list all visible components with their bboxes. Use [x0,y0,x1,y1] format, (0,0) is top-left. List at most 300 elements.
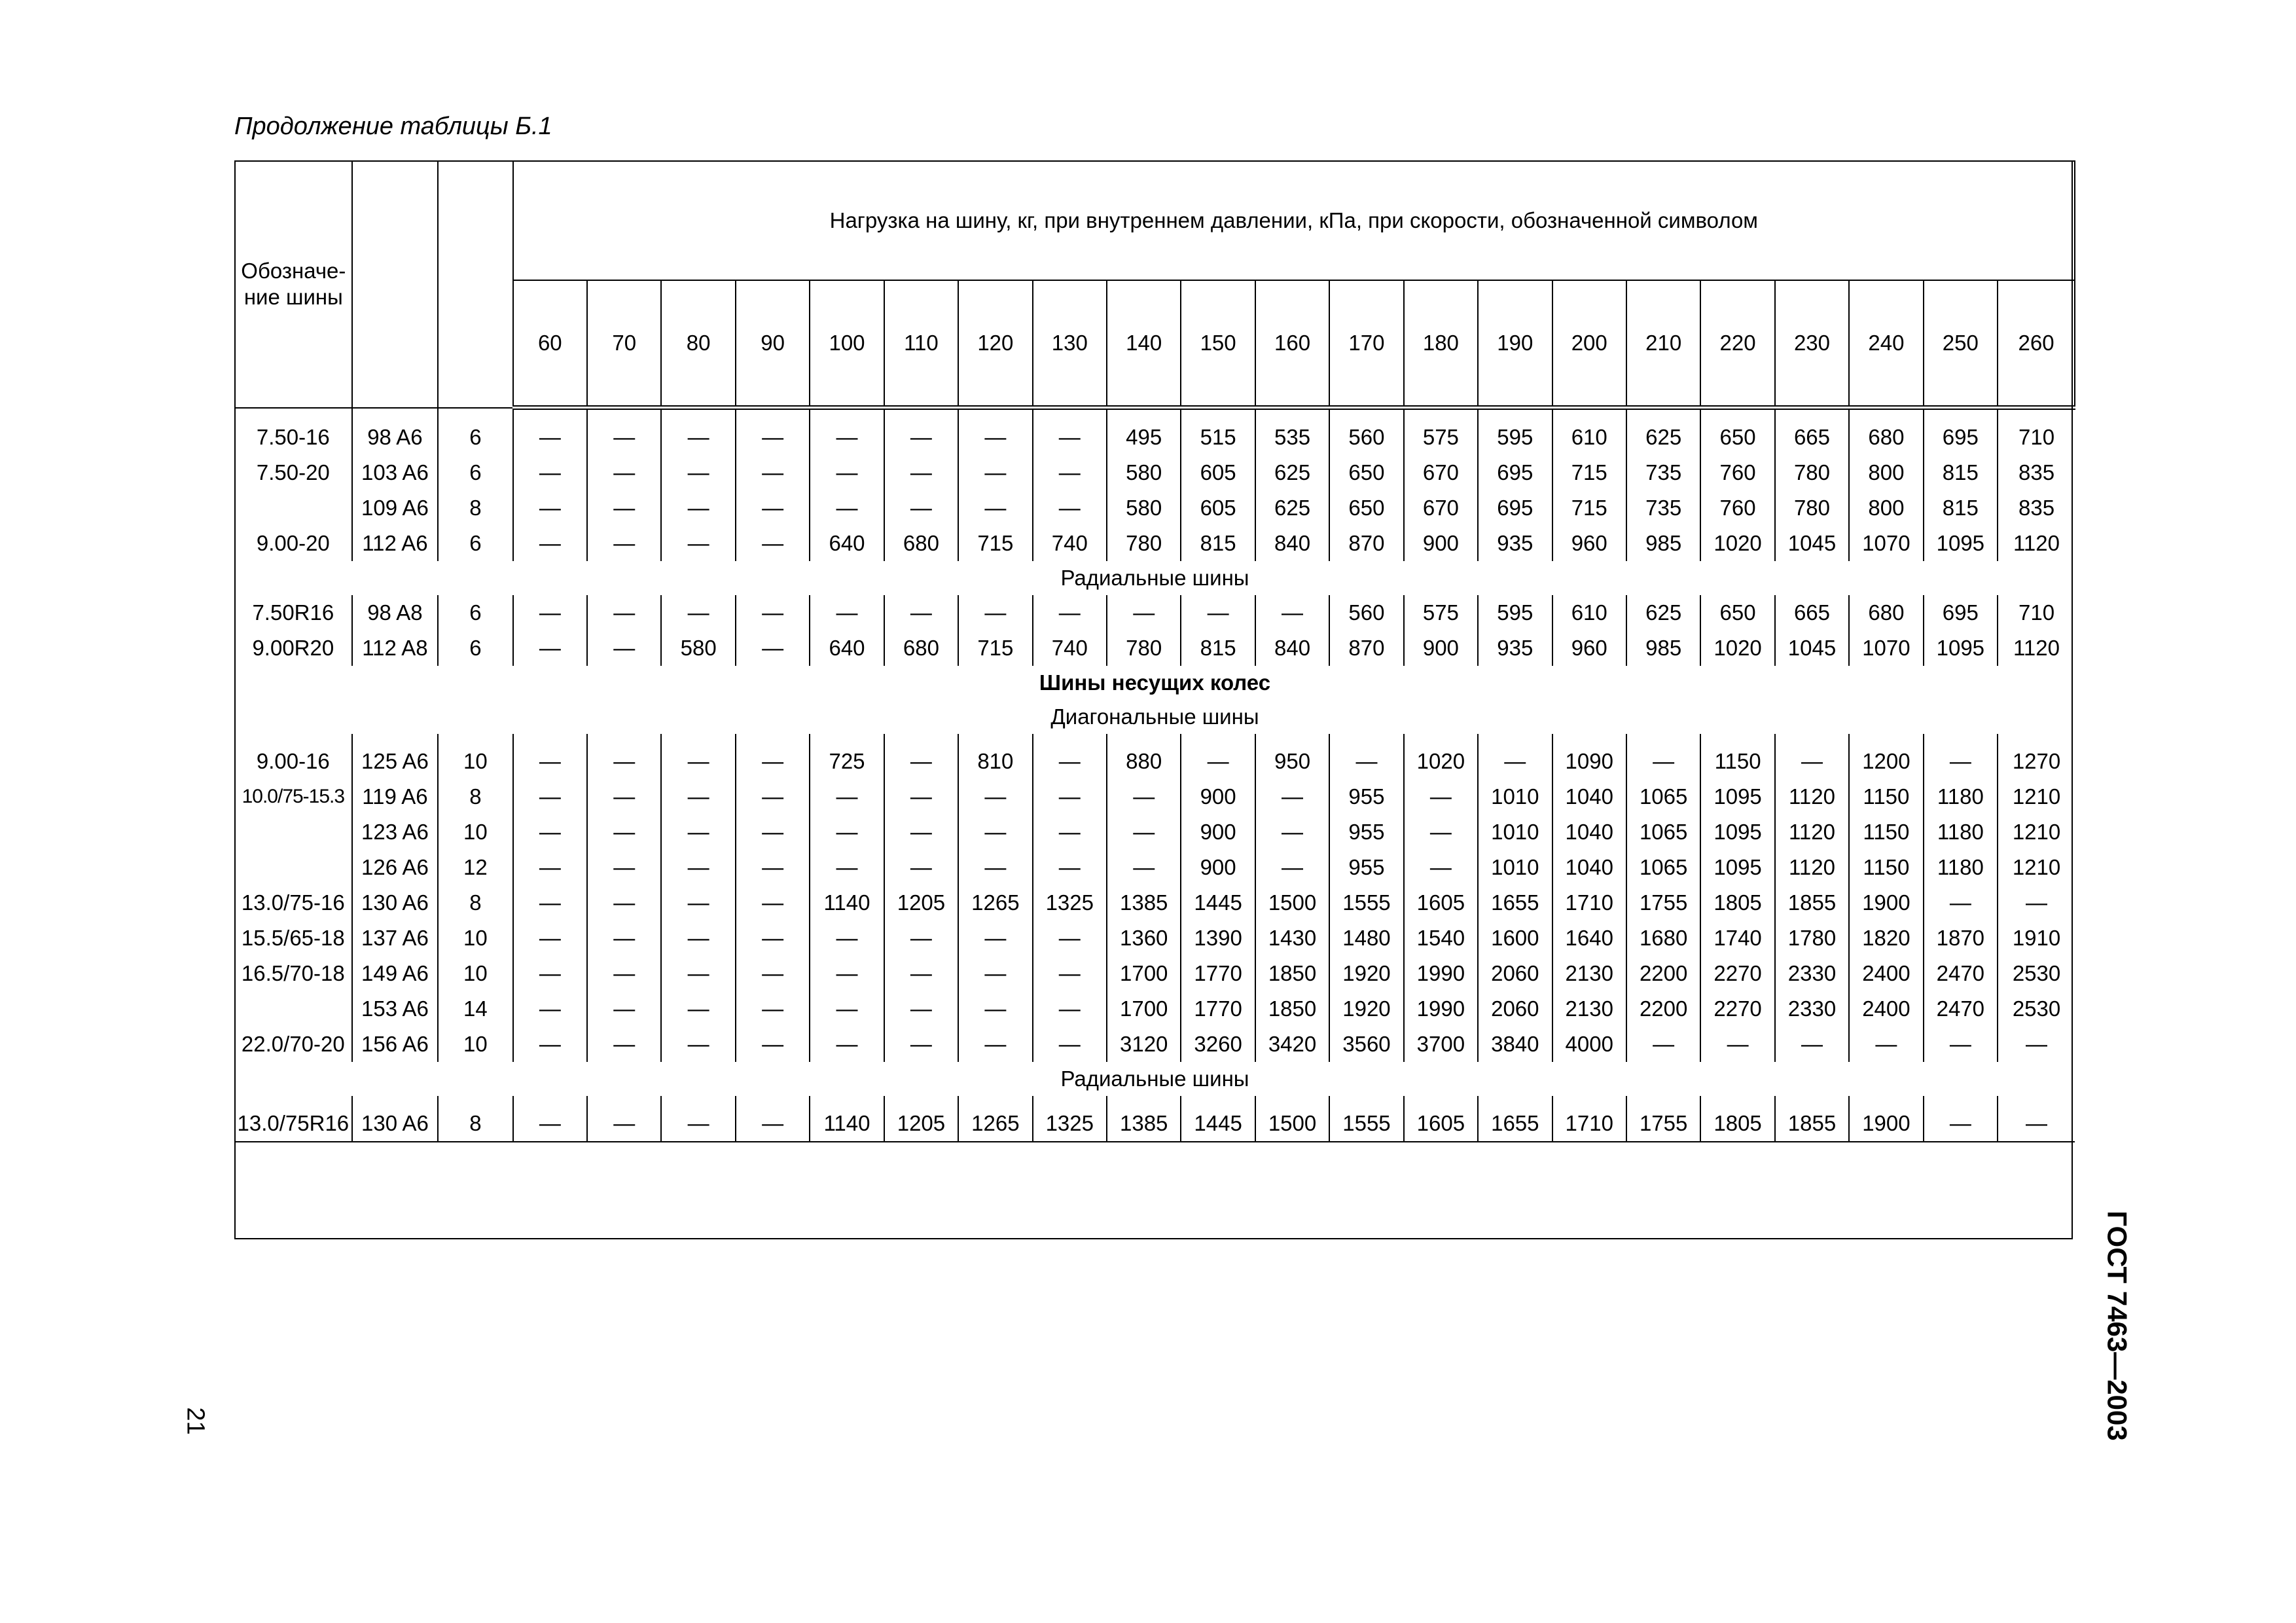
load-value-cell: — [661,1027,735,1062]
load-value-cell: — [810,814,884,850]
load-value-cell: 595 [1478,420,1552,455]
spacer-row [235,734,2075,744]
load-value-cell: 1065 [1626,850,1700,885]
load-value-cell: — [884,779,958,814]
ply-rating-cell: 6 [438,455,512,490]
spacer-cell [1255,1096,1329,1106]
load-index-cell: 112 A6 [352,526,439,561]
load-value-cell: 1020 [1404,744,1478,779]
load-value-cell: 1045 [1775,630,1849,666]
load-value-cell: 1605 [1404,885,1478,921]
table-row [235,921,2075,956]
load-value-cell: 1040 [1552,814,1626,850]
load-value-cell: 1920 [1329,991,1403,1027]
load-value-cell: 680 [884,630,958,666]
spacer-cell [1181,734,1255,744]
load-value-cell: 1770 [1181,956,1255,991]
load-value-cell: 800 [1849,455,1923,490]
load-value-cell: — [1924,744,1998,779]
tire-designation-cell: 13.0/75-16 [241,890,345,915]
load-value-cell: 1010 [1478,850,1552,885]
load-value-cell: 560 [1329,420,1403,455]
ply-rating-cell: 6 [438,420,512,455]
load-value-cell: 1210 [1998,814,2075,850]
load-value-cell: 1780 [1775,921,1849,956]
load-value-cell: 2130 [1552,956,1626,991]
header-pressure-cell: 120 [958,280,1032,408]
load-value-cell: — [513,779,587,814]
load-value-cell: 650 [1329,455,1403,490]
load-value-cell: 1385 [1107,885,1181,921]
tire-designation-cell: 13.0/75R16 [235,1106,352,1142]
load-value-cell: 780 [1775,490,1849,526]
load-value-cell: — [587,455,661,490]
load-value-cell: 955 [1329,850,1403,885]
load-value-cell: — [736,814,810,850]
load-value-cell: 3840 [1478,1027,1552,1062]
load-value-cell: — [884,956,958,991]
spacer-cell [1552,408,1626,420]
header-pressure-cell: 60 [513,280,587,408]
load-value-cell: 1040 [1552,850,1626,885]
section-title: Радиальные шины [1060,1067,1249,1091]
spacer-cell [1849,1096,1923,1106]
load-value-cell: — [513,595,587,630]
load-value-cell: 1095 [1700,850,1774,885]
load-value-cell: 935 [1478,526,1552,561]
load-value-cell: 625 [1626,595,1700,630]
load-value-cell: — [513,490,587,526]
section-title: Шины несущих колес [1039,670,1271,695]
load-value-cell: — [884,921,958,956]
spacer-cell [884,734,958,744]
load-value-cell: 640 [810,630,884,666]
load-value-cell: — [587,420,661,455]
load-index-cell: 149 A6 [352,956,439,991]
load-value-cell: — [513,885,587,921]
load-value-cell: 1150 [1700,744,1774,779]
load-value-cell: 710 [1998,595,2075,630]
load-value-cell: — [1033,420,1107,455]
load-value-cell: — [736,595,810,630]
load-value-cell: 1480 [1329,921,1403,956]
load-value-cell: — [587,1106,661,1142]
load-value-cell: 1385 [1107,1106,1181,1142]
load-value-cell: — [1181,744,1255,779]
header-pressure-cell: 190 [1478,280,1552,408]
load-value-cell: 1120 [1775,814,1849,850]
load-value-cell: — [1255,595,1329,630]
load-value-cell: 2330 [1775,956,1849,991]
tire-designation-cell [235,814,352,850]
spacer-cell [1998,1096,2075,1106]
load-value-cell: 1065 [1626,814,1700,850]
tire-designation-cell: 15.5/65-18 [241,926,345,950]
table-row [235,630,2075,666]
load-value-cell: — [1626,1027,1700,1062]
header-ply-rating [438,161,512,408]
load-value-cell: 1205 [884,1106,958,1142]
load-value-cell: 1270 [1998,744,2075,779]
load-value-cell: — [587,779,661,814]
load-value-cell: 575 [1404,595,1478,630]
load-value-cell: — [1404,814,1478,850]
load-value-cell: 1500 [1255,1106,1329,1142]
load-value-cell: 1755 [1626,1106,1700,1142]
spacer-cell [1033,1096,1107,1106]
load-index-cell: 119 A6 [352,779,439,814]
load-value-cell: — [587,1027,661,1062]
load-value-cell: — [810,850,884,885]
tire-designation-cell: 7.50R16 [252,600,334,625]
load-value-cell: — [810,956,884,991]
load-value-cell: — [1033,921,1107,956]
load-value-cell: 1990 [1404,991,1478,1027]
ply-rating-cell: 8 [438,779,512,814]
load-value-cell: — [1033,490,1107,526]
load-value-cell: 670 [1404,455,1478,490]
load-value-cell: — [1033,455,1107,490]
spacer-cell [1255,734,1329,744]
header-pressure-cell: 150 [1181,280,1255,408]
spacer-cell [1626,734,1700,744]
load-value-cell: — [736,526,810,561]
spacer-cell [1998,408,2075,420]
load-value-cell: 2270 [1700,991,1774,1027]
load-value-cell: — [1924,885,1998,921]
table-row [235,490,2075,526]
load-value-cell: — [736,455,810,490]
header-pressure-cell: 250 [1924,280,1998,408]
load-value-cell: 1070 [1849,526,1923,561]
load-value-cell: 1770 [1181,991,1255,1027]
load-value-cell: 1600 [1478,921,1552,956]
table-row [235,1106,2075,1142]
header-pressure-cell: 260 [1998,280,2075,408]
load-value-cell: 710 [1998,420,2075,455]
standard-code-text: ГОСТ 7463—2003 [2102,1211,2133,1441]
spacer-cell [1700,734,1774,744]
load-value-cell: 1740 [1700,921,1774,956]
load-value-cell: 735 [1626,490,1700,526]
load-value-cell: — [587,490,661,526]
load-value-cell: 560 [1329,595,1403,630]
load-value-cell: 870 [1329,526,1403,561]
load-value-cell: — [1181,595,1255,630]
load-value-cell: 1150 [1849,814,1923,850]
load-value-cell: — [736,921,810,956]
table-row [235,814,2075,850]
load-value-cell: — [1255,814,1329,850]
load-value-cell: 1120 [1998,526,2075,561]
load-value-cell: — [513,991,587,1027]
load-index-cell: 98 A6 [352,420,439,455]
load-value-cell: — [1033,991,1107,1027]
load-value-cell: 2530 [1998,991,2075,1027]
load-value-cell: 1265 [958,885,1032,921]
table-row [235,744,2075,779]
load-value-cell: — [884,455,958,490]
load-value-cell: — [587,744,661,779]
load-value-cell: 1680 [1626,921,1700,956]
load-value-cell: 935 [1478,630,1552,666]
spacer-cell [1255,408,1329,420]
table-row [235,956,2075,991]
load-index-cell: 137 A6 [352,921,439,956]
load-value-cell: 695 [1478,455,1552,490]
load-value-cell: — [661,490,735,526]
table-row [235,595,2075,630]
spacer-cell [958,408,1032,420]
load-value-cell: — [1924,1027,1998,1062]
load-value-cell: 680 [1849,420,1923,455]
load-value-cell: 610 [1552,595,1626,630]
load-value-cell: 580 [661,630,735,666]
load-value-cell: — [1998,1106,2075,1142]
load-value-cell: 3260 [1181,1027,1255,1062]
load-value-cell: — [1998,885,2075,921]
load-index-cell: 153 A6 [352,991,439,1027]
load-value-cell: 1700 [1107,991,1181,1027]
load-value-cell: 815 [1181,630,1255,666]
spacer-cell [1998,734,2075,744]
load-value-cell: 1210 [1998,850,2075,885]
load-value-cell: 870 [1329,630,1403,666]
load-value-cell: 1900 [1849,885,1923,921]
load-value-cell: — [587,885,661,921]
load-value-cell: — [958,490,1032,526]
load-value-cell: — [884,850,958,885]
load-value-cell: — [736,630,810,666]
load-value-cell: — [513,420,587,455]
table-row [235,779,2075,814]
load-value-cell: — [958,921,1032,956]
load-value-cell: 1040 [1552,779,1626,814]
load-value-cell: — [1775,1027,1849,1062]
load-value-cell: 715 [1552,455,1626,490]
ply-rating-cell: 10 [438,921,512,956]
spacer-cell [352,734,439,744]
spacer-cell [661,734,735,744]
load-value-cell: 1555 [1329,885,1403,921]
load-value-cell: 2270 [1700,956,1774,991]
load-value-cell: 715 [958,526,1032,561]
load-value-cell: 1090 [1552,744,1626,779]
load-value-cell: — [884,744,958,779]
spacer-cell [1775,408,1849,420]
spacer-cell [1404,408,1478,420]
load-value-cell: — [1404,779,1478,814]
load-value-cell: 1990 [1404,956,1478,991]
load-value-cell: — [661,921,735,956]
load-value-cell: — [661,814,735,850]
load-value-cell: 625 [1255,490,1329,526]
load-value-cell: 1500 [1255,885,1329,921]
load-value-cell: — [661,991,735,1027]
spacer-cell [736,1096,810,1106]
header-designation: Обозначе-ние шины [235,161,352,408]
load-value-cell: — [1404,850,1478,885]
spacer-cell [1924,1096,1998,1106]
load-value-cell: 1140 [810,885,884,921]
spacer-cell [438,408,512,420]
header-pressure-cell: 240 [1849,280,1923,408]
spacer-cell [1329,734,1403,744]
load-value-cell: — [958,956,1032,991]
load-value-cell: 1010 [1478,779,1552,814]
load-value-cell: 840 [1255,630,1329,666]
load-value-cell: — [661,744,735,779]
load-value-cell: 1910 [1998,921,2075,956]
load-value-cell: 1200 [1849,744,1923,779]
spacer-cell [810,408,884,420]
load-value-cell: 2330 [1775,991,1849,1027]
load-value-cell: 1180 [1924,779,1998,814]
load-value-cell: 1265 [958,1106,1032,1142]
load-value-cell: 625 [1626,420,1700,455]
load-value-cell: 1850 [1255,956,1329,991]
load-value-cell: — [736,956,810,991]
header-pressure-cell: 210 [1626,280,1700,408]
load-value-cell: 815 [1924,490,1998,526]
load-value-cell: — [736,490,810,526]
load-value-cell: 950 [1255,744,1329,779]
spacer-cell [513,734,587,744]
load-value-cell: — [587,814,661,850]
load-value-cell: 815 [1924,455,1998,490]
load-value-cell: 495 [1107,420,1181,455]
load-value-cell: 1920 [1329,956,1403,991]
load-index-cell: 130 A6 [352,1106,439,1142]
spacer-cell [1626,408,1700,420]
section-row [235,561,2075,595]
load-value-cell: 3120 [1107,1027,1181,1062]
spacer-cell [513,1096,587,1106]
load-value-cell: 2400 [1849,991,1923,1027]
spacer-cell [352,1096,439,1106]
load-value-cell: 650 [1329,490,1403,526]
load-value-cell: — [736,744,810,779]
load-value-cell: 715 [958,630,1032,666]
spacer-cell [438,734,512,744]
load-value-cell: — [884,991,958,1027]
tire-designation-cell [235,490,352,526]
load-value-cell: — [736,1106,810,1142]
load-value-cell: 3560 [1329,1027,1403,1062]
load-index-cell: 123 A6 [352,814,439,850]
spacer-cell [661,408,735,420]
load-value-cell: 985 [1626,630,1700,666]
load-value-cell: 760 [1700,455,1774,490]
load-value-cell: 1710 [1552,1106,1626,1142]
load-value-cell: 1180 [1924,814,1998,850]
page-number-text: 21 [181,1406,209,1435]
spacer-cell [810,734,884,744]
load-value-cell: 595 [1478,595,1552,630]
load-value-cell: 960 [1552,630,1626,666]
load-value-cell: — [661,455,735,490]
tire-designation-cell: 7.50-16 [256,425,330,449]
load-value-cell: 665 [1775,595,1849,630]
load-value-cell: 715 [1552,490,1626,526]
ply-rating-cell: 8 [438,490,512,526]
load-value-cell: 575 [1404,420,1478,455]
load-value-cell: 1325 [1033,885,1107,921]
load-value-cell: 1445 [1181,885,1255,921]
load-value-cell: 2470 [1924,991,1998,1027]
load-value-cell: 580 [1107,490,1181,526]
load-value-cell: — [1329,744,1403,779]
spacer-cell [736,408,810,420]
spacer-row [235,1096,2075,1106]
load-value-cell: 780 [1107,630,1181,666]
load-value-cell: 2130 [1552,991,1626,1027]
load-value-cell: — [587,595,661,630]
load-index-cell: 126 A6 [352,850,439,885]
load-value-cell: 640 [810,526,884,561]
section-row [235,666,2075,700]
load-value-cell: 1640 [1552,921,1626,956]
header-pressure-cell: 220 [1700,280,1774,408]
load-index-cell: 130 A6 [352,885,439,921]
ply-rating-cell: 10 [438,1027,512,1062]
load-value-cell: — [513,850,587,885]
spacer-cell [438,1096,512,1106]
load-value-cell: 900 [1404,526,1478,561]
load-value-cell: — [1107,595,1181,630]
load-value-cell: — [1255,850,1329,885]
spacer-cell [235,1096,352,1106]
load-value-cell: — [1033,744,1107,779]
load-value-cell: 650 [1700,595,1774,630]
load-value-cell: 1820 [1849,921,1923,956]
load-index-cell: 103 A6 [352,455,439,490]
load-table [234,160,2075,1142]
spacer-cell [1181,1096,1255,1106]
load-value-cell: 535 [1255,420,1329,455]
load-value-cell: 1855 [1775,885,1849,921]
load-value-cell: — [1107,779,1181,814]
load-value-cell: — [513,956,587,991]
spacer-cell [587,734,661,744]
load-value-cell: 1045 [1775,526,1849,561]
spacer-cell [1033,734,1107,744]
load-value-cell: — [810,991,884,1027]
load-value-cell: 1150 [1849,850,1923,885]
load-value-cell: — [810,420,884,455]
spacer-cell [810,1096,884,1106]
load-value-cell: 695 [1924,595,1998,630]
load-value-cell: 670 [1404,490,1478,526]
load-value-cell: 4000 [1552,1027,1626,1062]
load-value-cell: 780 [1107,526,1181,561]
load-value-cell: — [1924,1106,1998,1142]
load-value-cell: — [587,991,661,1027]
header-pressure-cell: 200 [1552,280,1626,408]
load-value-cell: — [1033,814,1107,850]
load-value-cell: — [661,526,735,561]
load-value-cell: 735 [1626,455,1700,490]
table-row [235,526,2075,561]
tire-designation-cell: 10.0/75-15.3 [242,786,345,807]
load-value-cell: — [958,420,1032,455]
load-value-cell: 665 [1775,420,1849,455]
load-value-cell: 625 [1255,455,1329,490]
table-row [235,1027,2075,1062]
load-value-cell: — [661,850,735,885]
load-value-cell: — [736,420,810,455]
spacer-cell [958,734,1032,744]
